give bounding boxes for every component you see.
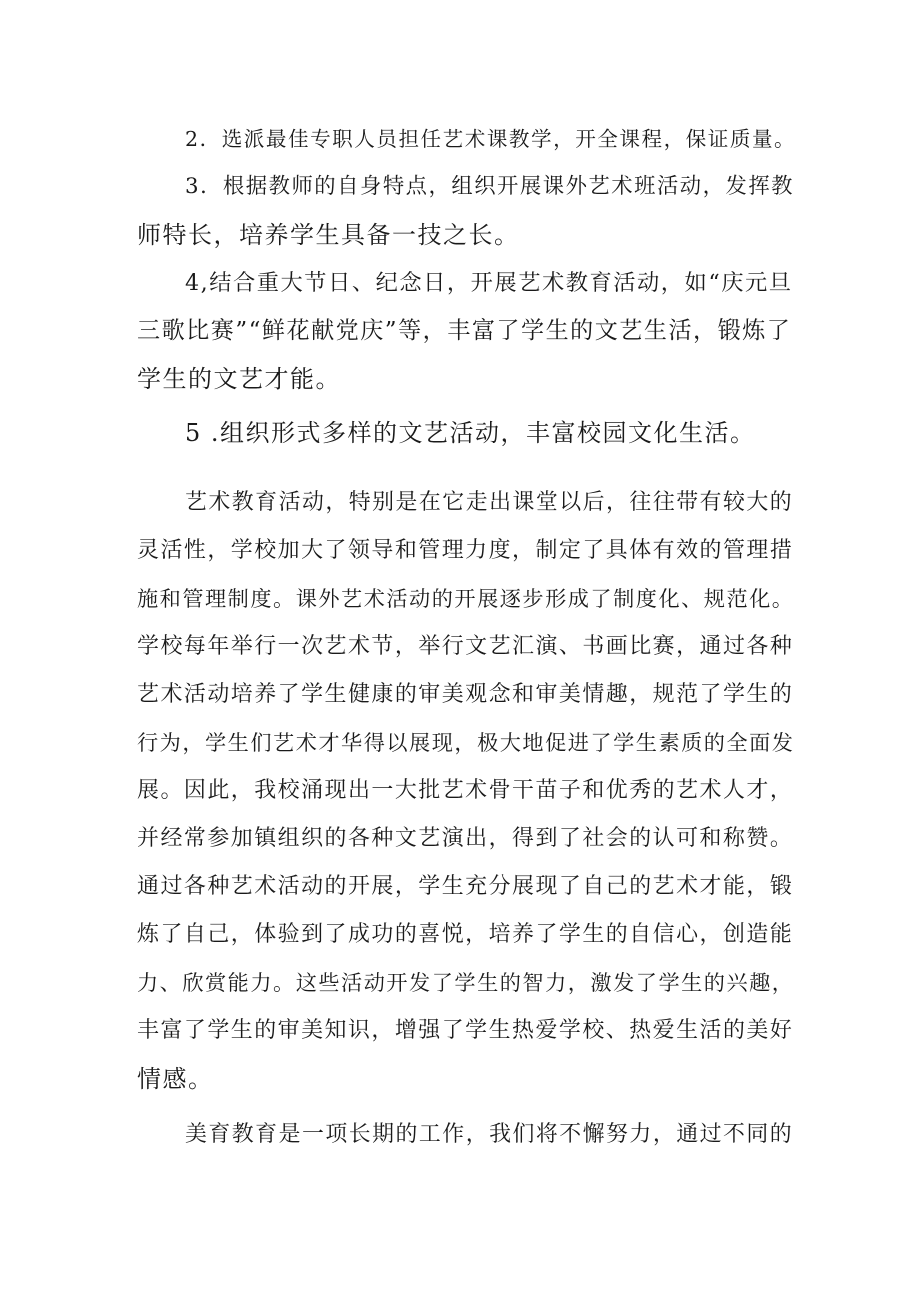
paragraph-line: 展。因此，我校涌现出一大批艺术骨干苗子和优秀的艺术人才，	[137, 778, 794, 803]
list-item-4-continued: 三歌比赛”“鲜花献党庆”等，丰富了学生的文艺生活，锻炼了	[137, 318, 792, 344]
paragraph-line: 学校每年举行一次艺术节，举行文艺汇演、书画比赛，通过各种	[137, 634, 794, 659]
paragraph-line: 灵活性，学校加大了领导和管理力度，制定了具体有效的管理措	[137, 538, 794, 563]
paragraph-line: 艺术教育活动，特别是在它走出课堂以后，往往带有较大的	[185, 490, 794, 515]
paragraph-line: 力、欣赏能力。这些活动开发了学生的智力，激发了学生的兴趣，	[137, 970, 795, 995]
paragraph-line: 美育教育是一项长期的工作，我们将不懈努力，通过不同的	[185, 1122, 794, 1147]
paragraph-line: 炼了自己，体验到了成功的喜悦，培养了学生的自信心，创造能	[137, 922, 794, 947]
list-item-2: 2．选派最佳专职人员担任艺术课教学，开全课程，保证质量。	[185, 127, 797, 151]
list-item-5: 5 .组织形式多样的文艺活动，丰富校园文化生活。	[185, 419, 756, 447]
list-item-3: 3．根据教师的自身特点，组织开展课外艺术班活动，发挥教	[185, 174, 795, 199]
paragraph-line: 丰富了学生的审美知识，增强了学生热爱学校、热爱生活的美好	[137, 1018, 794, 1043]
paragraph-line: 并经常参加镇组织的各种文艺演出，得到了社会的认可和称赞。	[137, 826, 794, 851]
paragraph-line: 情感。	[137, 1065, 214, 1093]
paragraph-line: 施和管理制度。课外艺术活动的开展逐步形成了制度化、规范化。	[137, 586, 795, 611]
paragraph-line: 艺术活动培养了学生健康的审美观念和审美情趣，规范了学生的	[137, 682, 794, 707]
list-item-4: 4,结合重大节日、纪念日，开展艺术教育活动，如“庆元旦	[185, 270, 793, 296]
list-item-4-continued: 学生的文艺才能。	[137, 365, 341, 393]
paragraph-line: 通过各种艺术活动的开展，学生充分展现了自己的艺术才能，锻	[137, 874, 794, 899]
paragraph-line: 行为，学生们艺术才华得以展现，极大地促进了学生素质的全面发	[137, 730, 795, 755]
list-item-3-continued: 师特长，培养学生具备一技之长。	[137, 221, 520, 249]
